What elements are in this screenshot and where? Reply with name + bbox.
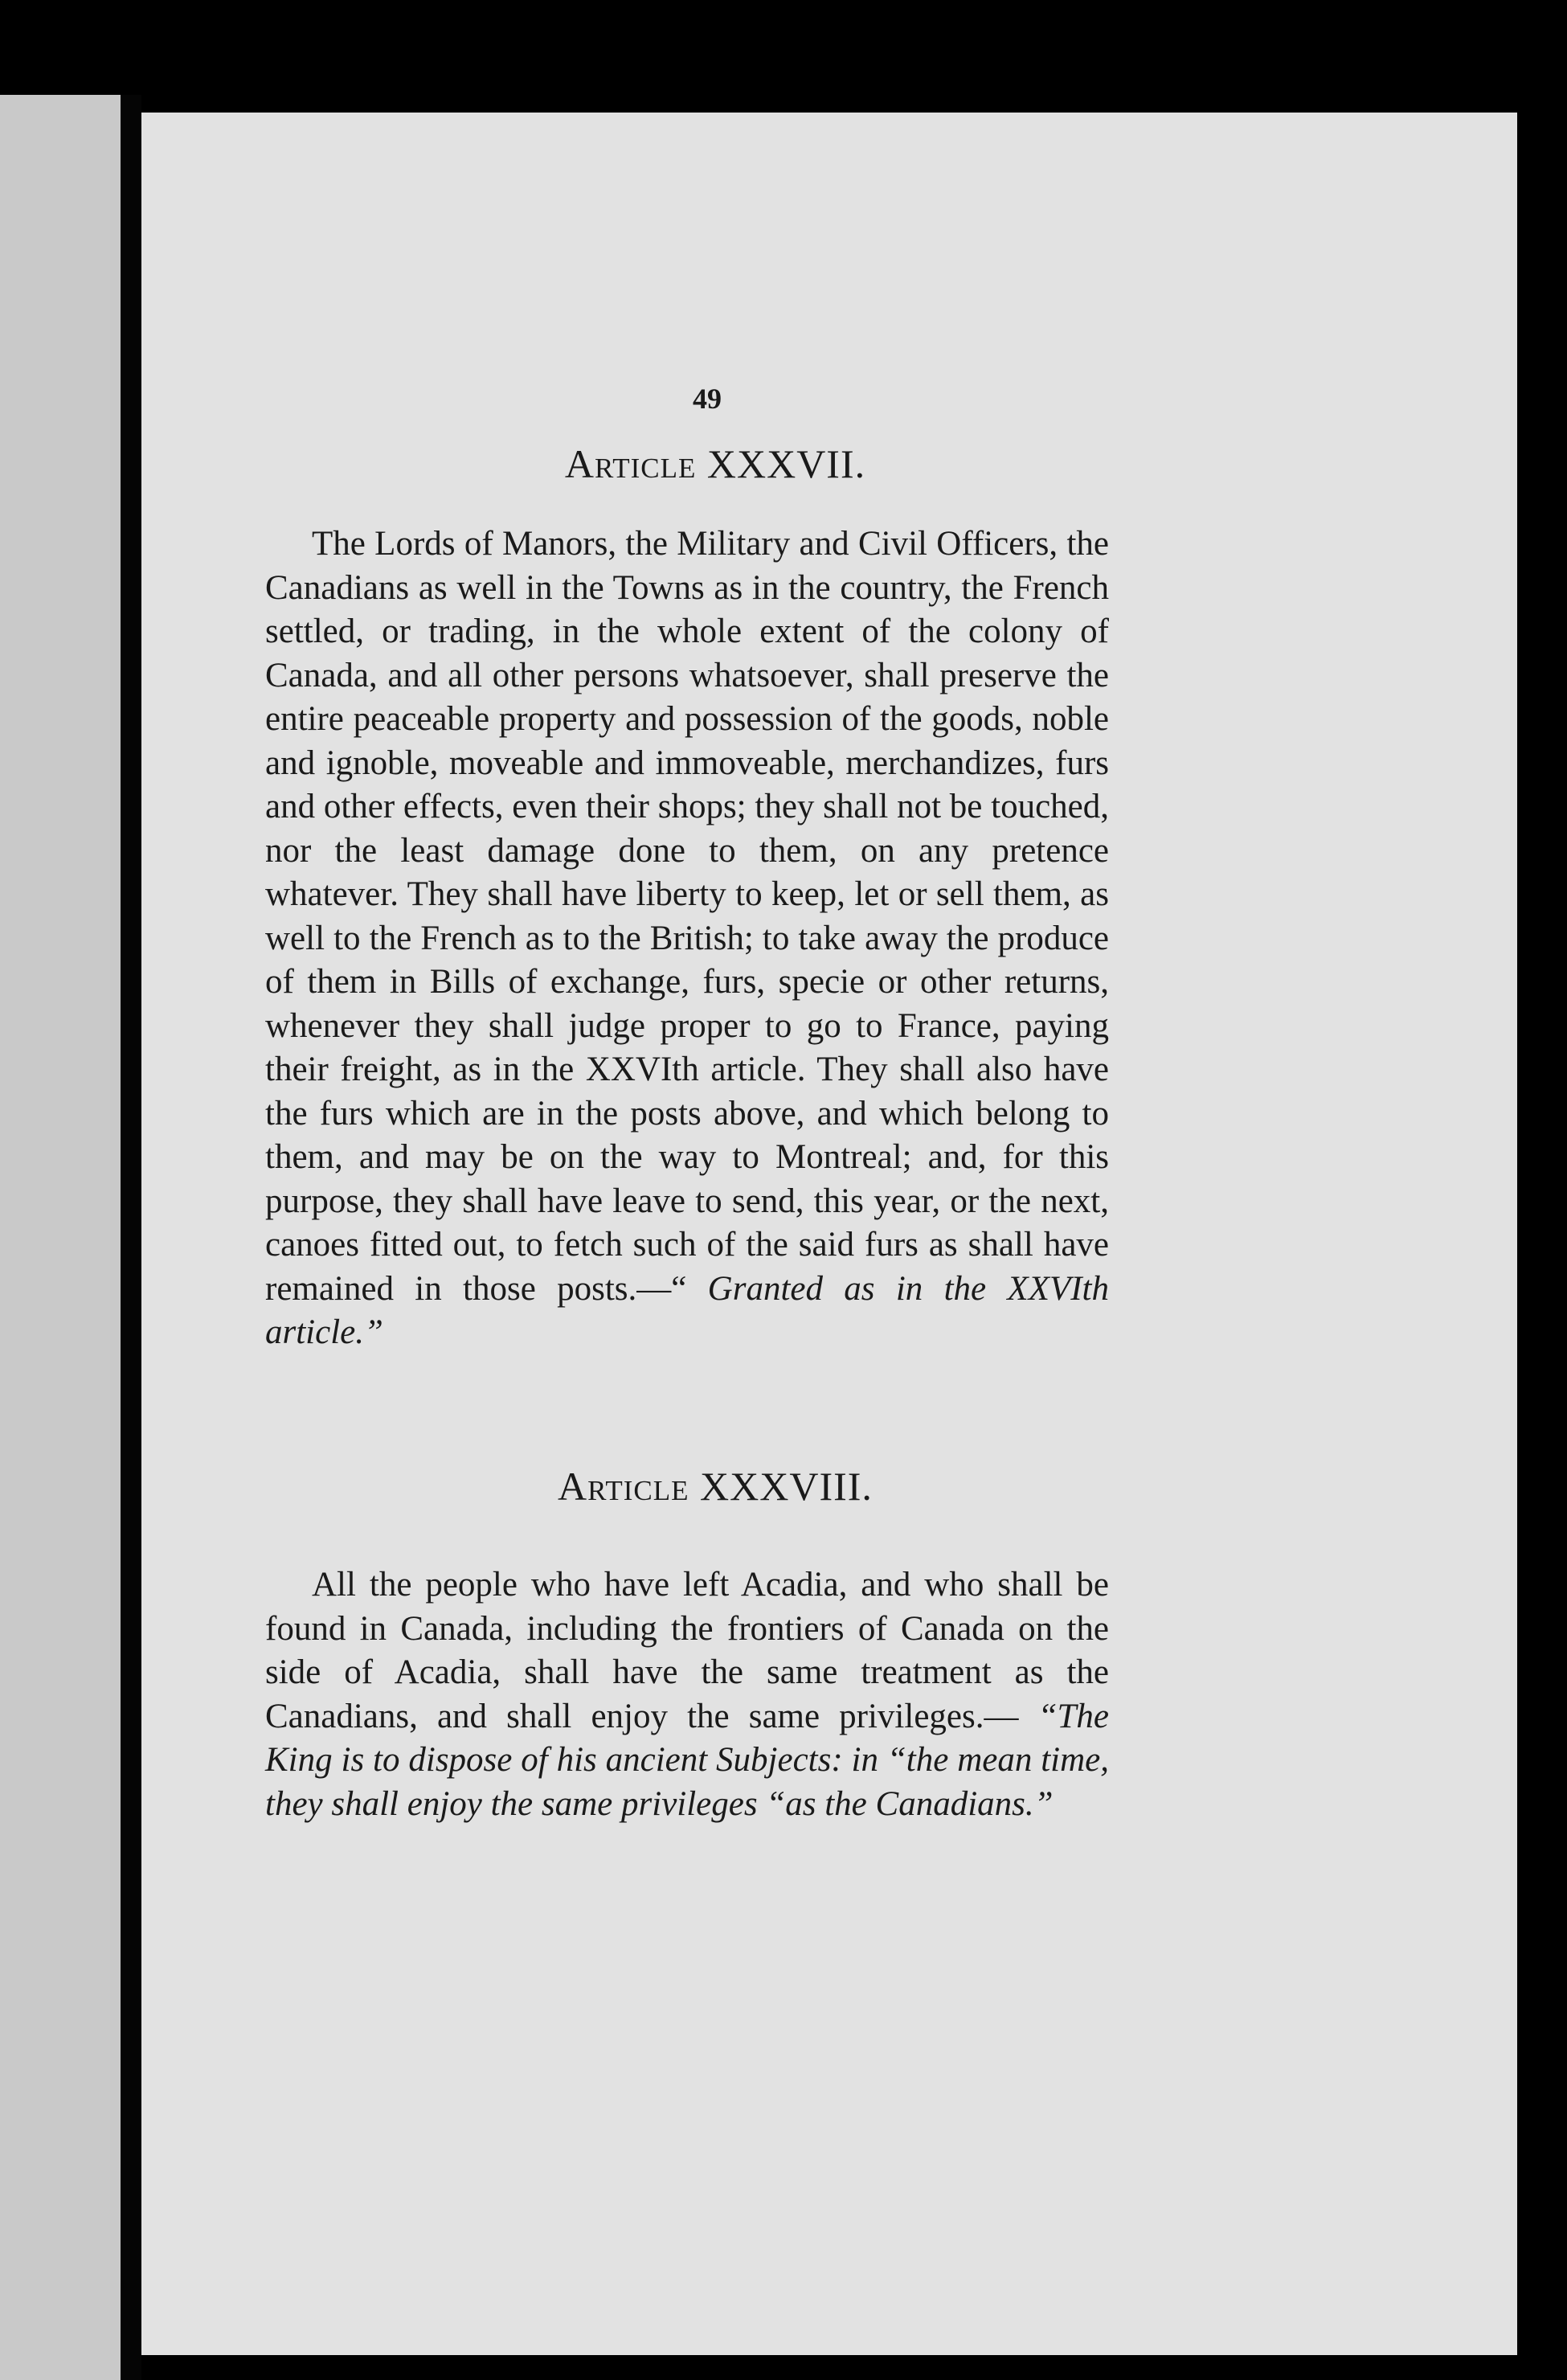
- article-37-paragraph: [265, 522, 1109, 1355]
- article-37-heading-numeral: XXXVII.: [706, 441, 866, 486]
- article-38-heading-prefix: Article: [558, 1464, 689, 1509]
- article-37-text: [265, 522, 1109, 1355]
- book-spine: [121, 95, 141, 2380]
- page-number: 49: [693, 383, 722, 415]
- article-37-body: The Lords of Manors, the Military and Civil Officers, the Canadians as well in the Towns as in the country, the French settled, or trading, in the whole extent of the colony of Canada, and all other persons whatsoever, shall preserve the entire peaceable property and possession of the goods, noble and ignoble, moveable and immoveable, merchandizes, furs and other effects, even their shops; they shall not be touched, nor the least damage done to them, on any pretence whatever. They shall have liberty to keep, let or sell them, as well to the French as to the British; to take away the produce of them in Bills of exchange, furs, specie or other returns, whenever they shall judge proper to go to France, paying their freight, as in the XXVIth article. They shall also have the furs which are in the posts above, and which belong to them, and may be on the way to Montreal; and, for this purpose, they shall have leave to send, this year, or the next, canoes fitted out, to fetch such of the said furs as shall have remained in those posts.—“: [265, 525, 1110, 1308]
- left-page-edge: [0, 95, 121, 2380]
- article-38-body: All the people who have left Acadia, and who shall be found in Canada, including the frontiers of Canada on the side of Acadia, shall have the same treatment as the Canadians, and shall enjoy the same privileges.—: [265, 1566, 1109, 1735]
- article-38-paragraph: [265, 1563, 1109, 1826]
- article-38-heading-numeral: XXXVIII.: [700, 1464, 873, 1509]
- article-37-heading: [265, 440, 1165, 487]
- article-37-reply: Granted as in the XXVIth article.”: [265, 1269, 1109, 1351]
- article-37-heading-prefix: Article: [564, 441, 697, 486]
- article-38-reply: “The King is to dispose of his ancient Subjects: in “the mean time, they shall enjoy the same privileges “as the Canadians.”: [265, 1697, 1109, 1823]
- article-38-text: [265, 1563, 1109, 1826]
- article-38-heading: [265, 1463, 1165, 1510]
